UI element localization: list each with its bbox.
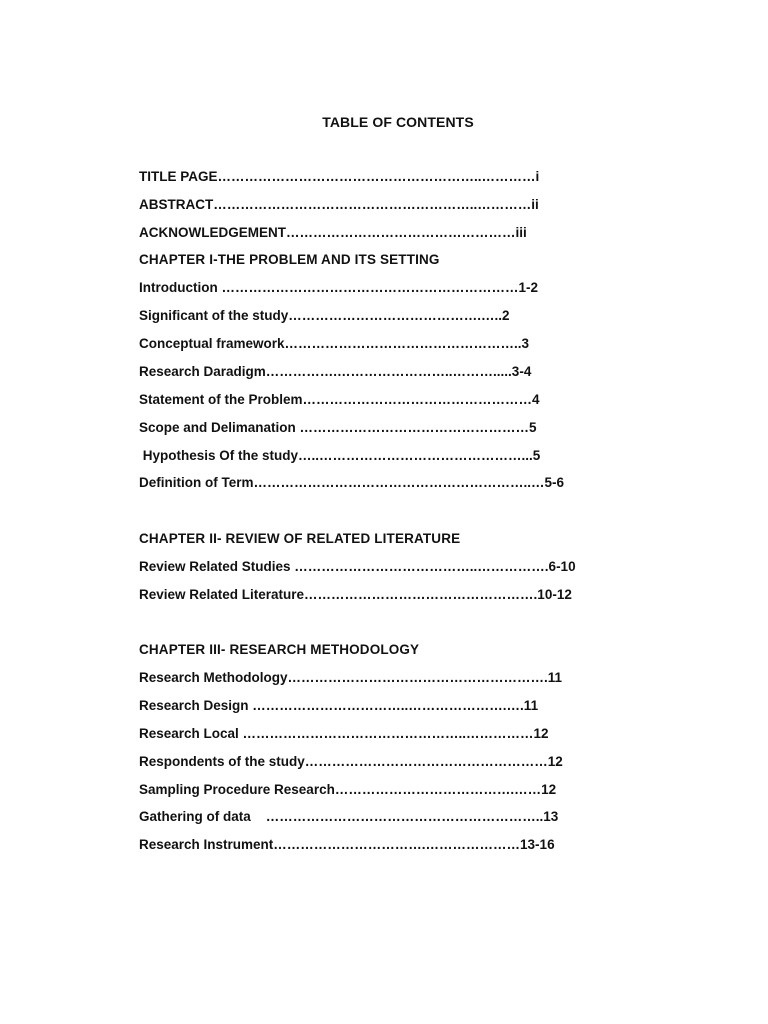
toc-entry-related-literature: Review Related Literature…………………………………………….10-12 <box>139 587 572 602</box>
toc-entry-research-paradigm: Research Daradigm…………….……………………..……….....3-4 <box>139 364 532 379</box>
toc-entry-research-design: Research Design ……………………………..………………….….11 <box>139 698 539 713</box>
toc-entry-scope: Scope and Delimanation ……………………………………………5 <box>139 420 537 435</box>
chapter-heading-3: CHAPTER III- RESEARCH METHODOLOGY <box>139 642 420 657</box>
toc-entry-statement-of-problem: Statement of the Problem……………………………………………4 <box>139 392 540 407</box>
page-title: TABLE OF CONTENTS <box>322 114 474 130</box>
toc-entry-gathering-of-data: Gathering of data ……………………………………………………..13 <box>139 809 559 824</box>
toc-entry-research-methodology: Research Methodology………………………………………………….11 <box>139 670 563 685</box>
toc-entry-significance: Significant of the study…………………………………….…..2 <box>139 308 510 323</box>
toc-entry-acknowledgement: ACKNOWLEDGEMENT……………………………………………iii <box>139 225 527 240</box>
chapter-heading-1: CHAPTER I-THE PROBLEM AND ITS SETTING <box>139 252 440 267</box>
toc-entry-research-local: Research Local …………………………………………..……………12 <box>139 726 549 741</box>
toc-entry-title-page: TITLE PAGE…………………………………………………..…………i <box>139 169 540 184</box>
toc-entry-definition-of-term: Definition of Term……………………………………………………..…5-6 <box>139 475 565 490</box>
toc-entry-conceptual-framework: Conceptual framework……………………………………………..3 <box>139 336 530 351</box>
toc-entry-abstract: ABSTRACT…………………………………………………..…………ii <box>139 197 539 212</box>
toc-entry-research-instrument: Research Instrument…………………………….…………………13-16 <box>139 837 555 852</box>
toc-entry-hypothesis: Hypothesis Of the study…..………………………………………...5 <box>139 448 541 463</box>
chapter-heading-2: CHAPTER II- REVIEW OF RELATED LITERATURE <box>139 531 461 546</box>
toc-entry-introduction: Introduction …………………………………………………………1-2 <box>139 280 538 295</box>
toc-entry-respondents: Respondents of the study………………………………………………12 <box>139 754 563 769</box>
toc-entry-related-studies: Review Related Studies …………………………………..…………….6-10 <box>139 559 576 574</box>
toc-entry-sampling-procedure: Sampling Procedure Research………………………………….……12 <box>139 782 557 797</box>
